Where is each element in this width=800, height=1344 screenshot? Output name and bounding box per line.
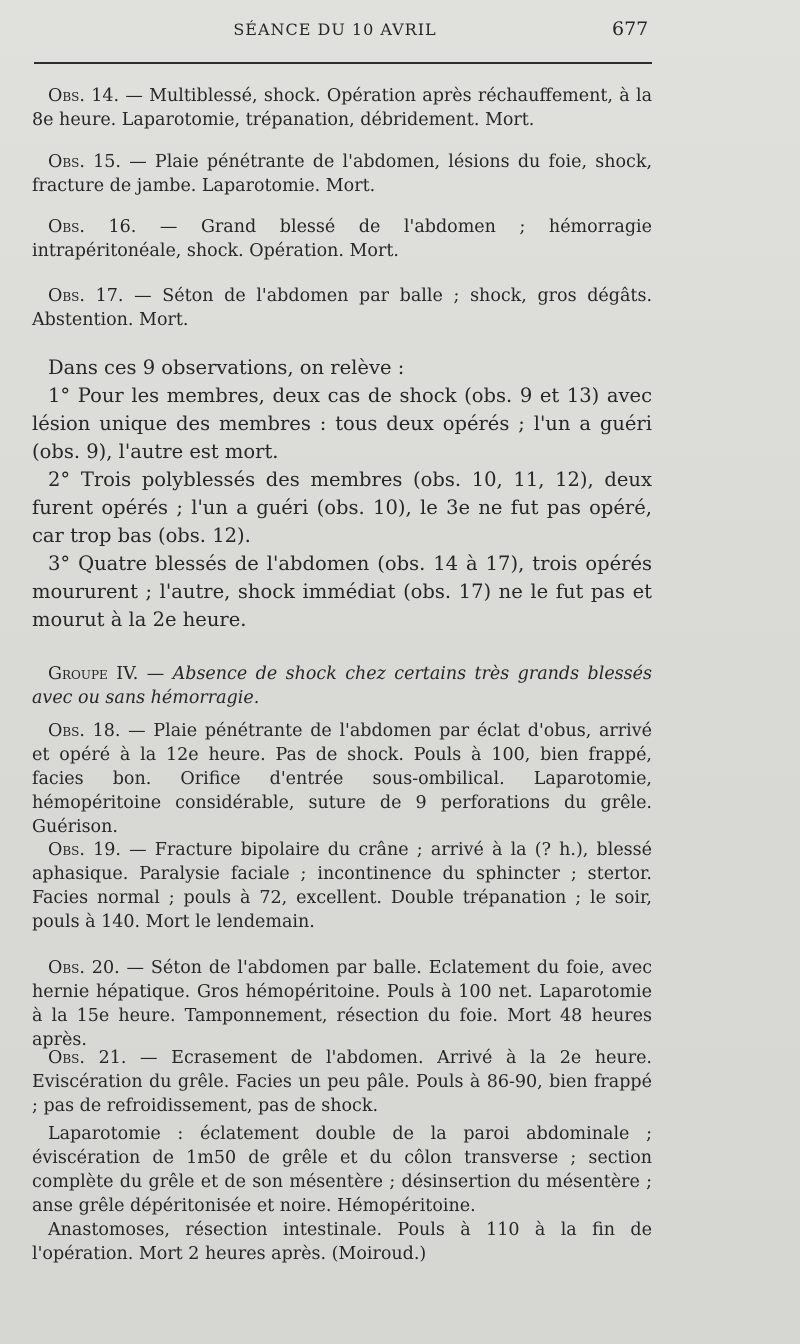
obs-21-paragraph-3: Anastomoses, résection intestinale. Pouls à 110 à la fin de l'opération. Mort 2 heures après. (Moiroud.) — [32, 1220, 652, 1264]
obs-text: — Fracture bipolaire du crâne ; arrivé à la (? h.), blessé aphasique. Paralysie faciale ; incontinence du sphincter ; stertor. Facies normal ; pouls à 72, excellent. Double trépanation ; le soir, pouls à 140. Mort le lendemain. — [32, 840, 652, 932]
obs-text: — Plaie pénétrante de l'abdomen, lésions du foie, shock, fracture de jambe. Laparotomie. Mort. — [32, 152, 653, 196]
group-title: Absence de shock chez certains très grands blessés avec ou sans hémorragie. — [32, 664, 652, 708]
summary-intro: Dans ces 9 observations, on relève : — [48, 356, 405, 379]
summary-point-1: 1° Pour les membres, deux cas de shock (obs. 9 et 13) avec lésion unique des membres : tous deux opérés ; l'un a guéri (obs. 9), l'autre est mort. — [32, 384, 652, 463]
summary-point-2: 2° Trois polyblessés des membres (obs. 10, 11, 12), deux furent opérés ; l'un a guéri (obs. 10), le 3e ne fut pas opéré, car trop bas (obs. 12). — [32, 468, 652, 547]
page-number: 677 — [612, 18, 649, 40]
obs-label: Obs. 18. — [48, 721, 121, 741]
obs-16 — [32, 215, 652, 263]
obs-label: Obs. 19. — [48, 840, 121, 860]
obs-text: — Multiblessé, shock. Opération après réchauffement, à la 8e heure. Laparotomie, trépanation, débridement. Mort. — [32, 86, 652, 130]
obs-label: Obs. 20. — [48, 958, 120, 978]
obs-17 — [32, 284, 652, 332]
group-dash: — — [138, 664, 173, 684]
group-label: Groupe IV. — [48, 664, 139, 684]
obs-18 — [32, 719, 652, 839]
obs-15 — [32, 150, 652, 198]
obs-20 — [32, 956, 652, 1052]
obs-21 — [32, 1046, 652, 1118]
obs-text: — Séton de l'abdomen par balle. Eclatement du foie, avec hernie hépatique. Gros hémopéritoine. Pouls à 100 net. Laparotomie à la 15e heure. Tamponnement, résection du foie. Mort 48 heures après. — [32, 958, 653, 1050]
obs-19 — [32, 838, 652, 934]
header-rule — [34, 62, 652, 64]
obs-label: Obs. 17. — [48, 286, 124, 306]
obs-text: — Plaie pénétrante de l'abdomen par éclat d'obus, arrivé et opéré à la 12e heure. Pas de shock. Pouls à 100, bien frappé, facies bon. Orifice d'entrée sous-ombilical. Laparotomie, hémopéritoine considérable, suture de 9 perforations du grêle. Guérison. — [32, 721, 653, 837]
obs-label: Obs. 21. — [48, 1048, 127, 1068]
summary-point-3: 3° Quatre blessés de l'abdomen (obs. 14 à 17), trois opérés moururent ; l'autre, shock immédiat (obs. 17) ne le fut pas et mourut à la 2e heure. — [32, 552, 652, 631]
obs-text: — Séton de l'abdomen par balle ; shock, gros dégâts. Abstention. Mort. — [32, 286, 653, 330]
obs-text: — Ecrasement de l'abdomen. Arrivé à la 2e heure. Eviscération du grêle. Facies un peu pâle. Pouls à 86-90, bien frappé ; pas de refroidissement, pas de shock. — [32, 1048, 652, 1116]
obs-label: Obs. 14. — [48, 86, 120, 106]
running-header: SÉANCE DU 10 AVRIL — [233, 20, 437, 39]
obs-21-paragraph-2: Laparotomie : éclatement double de la paroi abdominale ; éviscération de 1m50 de grêle et du côlon transverse ; section complète du grêle et de son mésentère ; désinsertion du mésentère ; anse grêle dépéritonisée et noire. Hémopéritoine. — [32, 1124, 652, 1216]
group-heading — [32, 662, 652, 710]
obs-label: Obs. 15. — [48, 152, 121, 172]
obs-text: — Grand blessé de l'abdomen ; hémorragie intrapéritonéale, shock. Opération. Mort. — [32, 217, 653, 261]
obs-label: Obs. 16. — [48, 217, 137, 237]
obs-14 — [32, 84, 652, 132]
